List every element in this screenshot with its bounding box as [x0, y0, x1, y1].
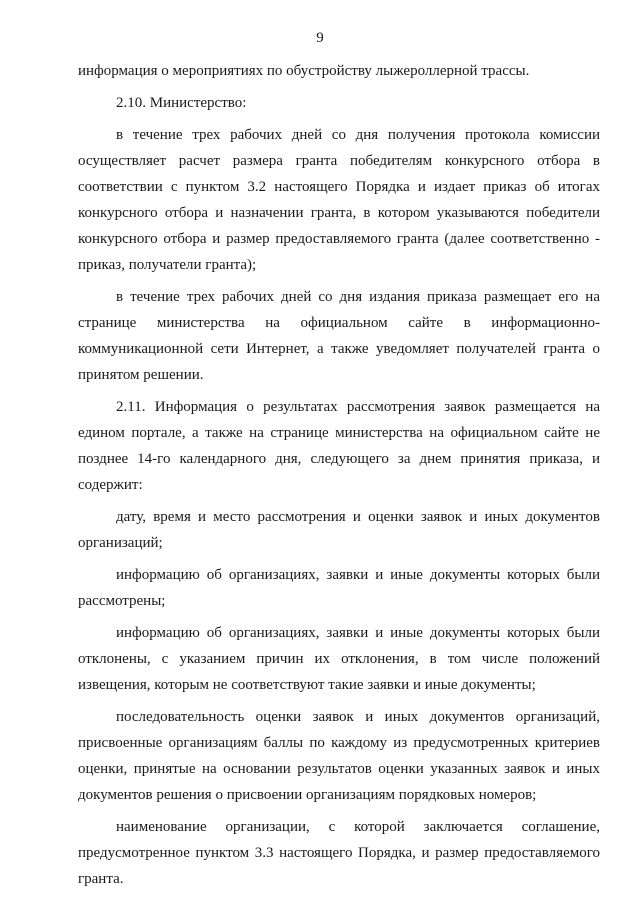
paragraph-date-time-place: дату, время и место рассмотрения и оценки заявок и иных документов организаций;	[78, 509, 600, 551]
paragraph-trail-info: информация о мероприятиях по обустройству лыжероллерной трассы.	[78, 63, 530, 79]
paragraph-organization-name: наименование организации, с которой заключается соглашение, предусмотренное пунктом 3.3 настоящего Порядка, и размер предоставляемого гранта.	[78, 819, 600, 887]
page-number: 9	[316, 30, 324, 46]
paragraph-grant-calculation: в течение трех рабочих дней со дня получения протокола комиссии осуществляет расчет размера гранта победителям конкурсного отбора в соответствии с пунктом 3.2 настоящего Порядка и издает приказ об итогах конкурсного отбора и назначении гранта, в котором указываются победители конкурсного отбора и размер предоставляемого гранта (далее соответственно - приказ, получатели гранта);	[78, 127, 600, 273]
paragraph-order-publication: в течение трех рабочих дней со дня издания приказа размещает его на странице министерства на официальном сайте в информационно-коммуникационной сети Интернет, а также уведомляет получателей гранта о принятом решении.	[78, 289, 600, 383]
paragraph-evaluation-sequence: последовательность оценки заявок и иных документов организаций, присвоенные организациям баллы по каждому из предусмотренных критериев оценки, принятые на основании результатов оценки указанных заявок и иных документов решения о присвоении организациям порядковых номеров;	[78, 709, 600, 803]
document-body	[78, 58, 600, 892]
paragraph-reviewed-organizations: информацию об организациях, заявки и иные документы которых были рассмотрены;	[78, 567, 600, 609]
paragraph-rejected-organizations: информацию об организациях, заявки и иные документы которых были отклонены, с указанием причин их отклонения, в том числе положений извещения, которым не соответствуют такие заявки и иные документы;	[78, 625, 600, 693]
paragraph-section-2-11: 2.11. Информация о результатах рассмотрения заявок размещается на едином портале, а также на странице министерства на официальном сайте не позднее 14-го календарного дня, следующего за днем принятия приказа, и содержит:	[78, 399, 600, 493]
paragraph-section-2-10-heading: 2.10. Министерство:	[116, 95, 247, 111]
